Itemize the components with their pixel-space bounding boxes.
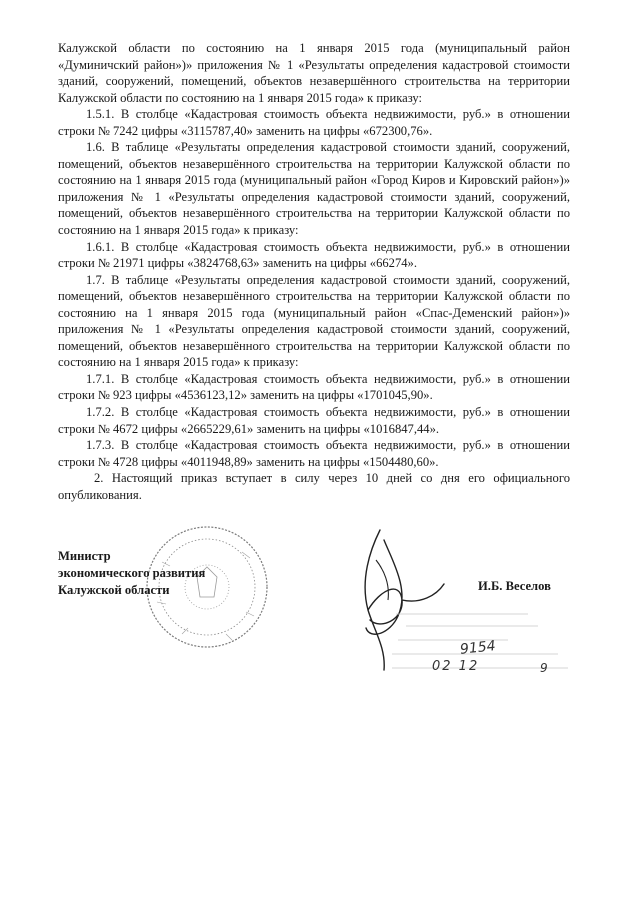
registration-number: 9154 [459, 638, 497, 658]
document-body [58, 40, 570, 503]
signatory-title [58, 548, 205, 599]
paragraph-1-6: 1.6. В таблице «Результаты определения кадастровой стоимости зданий, сооружений, помещений, объектов незавершённого строительства на территории Калужской области по состоянию на 1 января 2015 года (муниципальный район «Город Киров и Кировский район»)» приложения № 1 «Результаты определения кадастровой стоимости зданий, сооружений, помещений, объектов незавершённого строительства на территории Калужской области по состоянию на 1 января 2015 года» к приказу: [58, 140, 570, 238]
paragraph-1-5-1: 1.5.1. В столбце «Кадастровая стоимость объекта недвижимости, руб.» в отношении строки № 7242 цифры «3115787,40» заменить на цифры «672300,76». [58, 107, 570, 138]
signatory-name: И.Б. Веселов [478, 579, 551, 593]
signatory-title-line2: экономического развития [58, 566, 206, 580]
paragraph-1-7-1: 1.7.1. В столбце «Кадастровая стоимость объекта недвижимости, руб.» в отношении строки № 923 цифры «4536123,12» заменить на цифры «1701045,90». [58, 371, 570, 403]
registration-year: 9 [540, 661, 548, 675]
paragraph-2: 2. Настоящий приказ вступает в силу через 10 дней со дня его официального опубликования. [58, 471, 570, 502]
signatory-title-line1: Министр [58, 549, 111, 563]
paragraph-1-6-1: 1.6.1. В столбце «Кадастровая стоимость объекта недвижимости, руб.» в отношении строки № 21971 цифры «3824768,63» заменить на цифры «66274». [58, 239, 570, 271]
paragraph-intro: Калужской области по состоянию на 1 января 2015 года (муниципальный район «Думиничский район»)» приложения № 1 «Результаты определения кадастровой стоимости зданий, сооружений, помещений, объектов незавершённого строительства на территории Калужской области по состоянию на 1 января 2015 года» к приказу: [58, 41, 570, 105]
paragraph-1-7: 1.7. В таблице «Результаты определения кадастровой стоимости зданий, сооружений, помещений, объектов незавершённого строительства на территории Калужской области по состоянию на 1 января 2015 года (муниципальный район «Спас-Деменский район»)» приложения № 1 «Результаты определения кадастровой стоимости зданий, сооружений, помещений, объектов незавершённого строительства на территории Калужской области по состоянию на 1 января 2015 года» к приказу: [58, 272, 570, 370]
registration-date: 02 12 [432, 659, 480, 674]
signatory-title-line3: Калужской области [58, 583, 170, 597]
paragraph-1-7-3: 1.7.3. В столбце «Кадастровая стоимость объекта недвижимости, руб.» в отношении строки № 4728 цифры «4011948,89» заменить на цифры «1504480,60». [58, 438, 570, 469]
paragraph-1-7-2: 1.7.2. В столбце «Кадастровая стоимость объекта недвижимости, руб.» в отношении строки № 4672 цифры «2665229,61» заменить на цифры «1016847,44». [58, 405, 570, 436]
